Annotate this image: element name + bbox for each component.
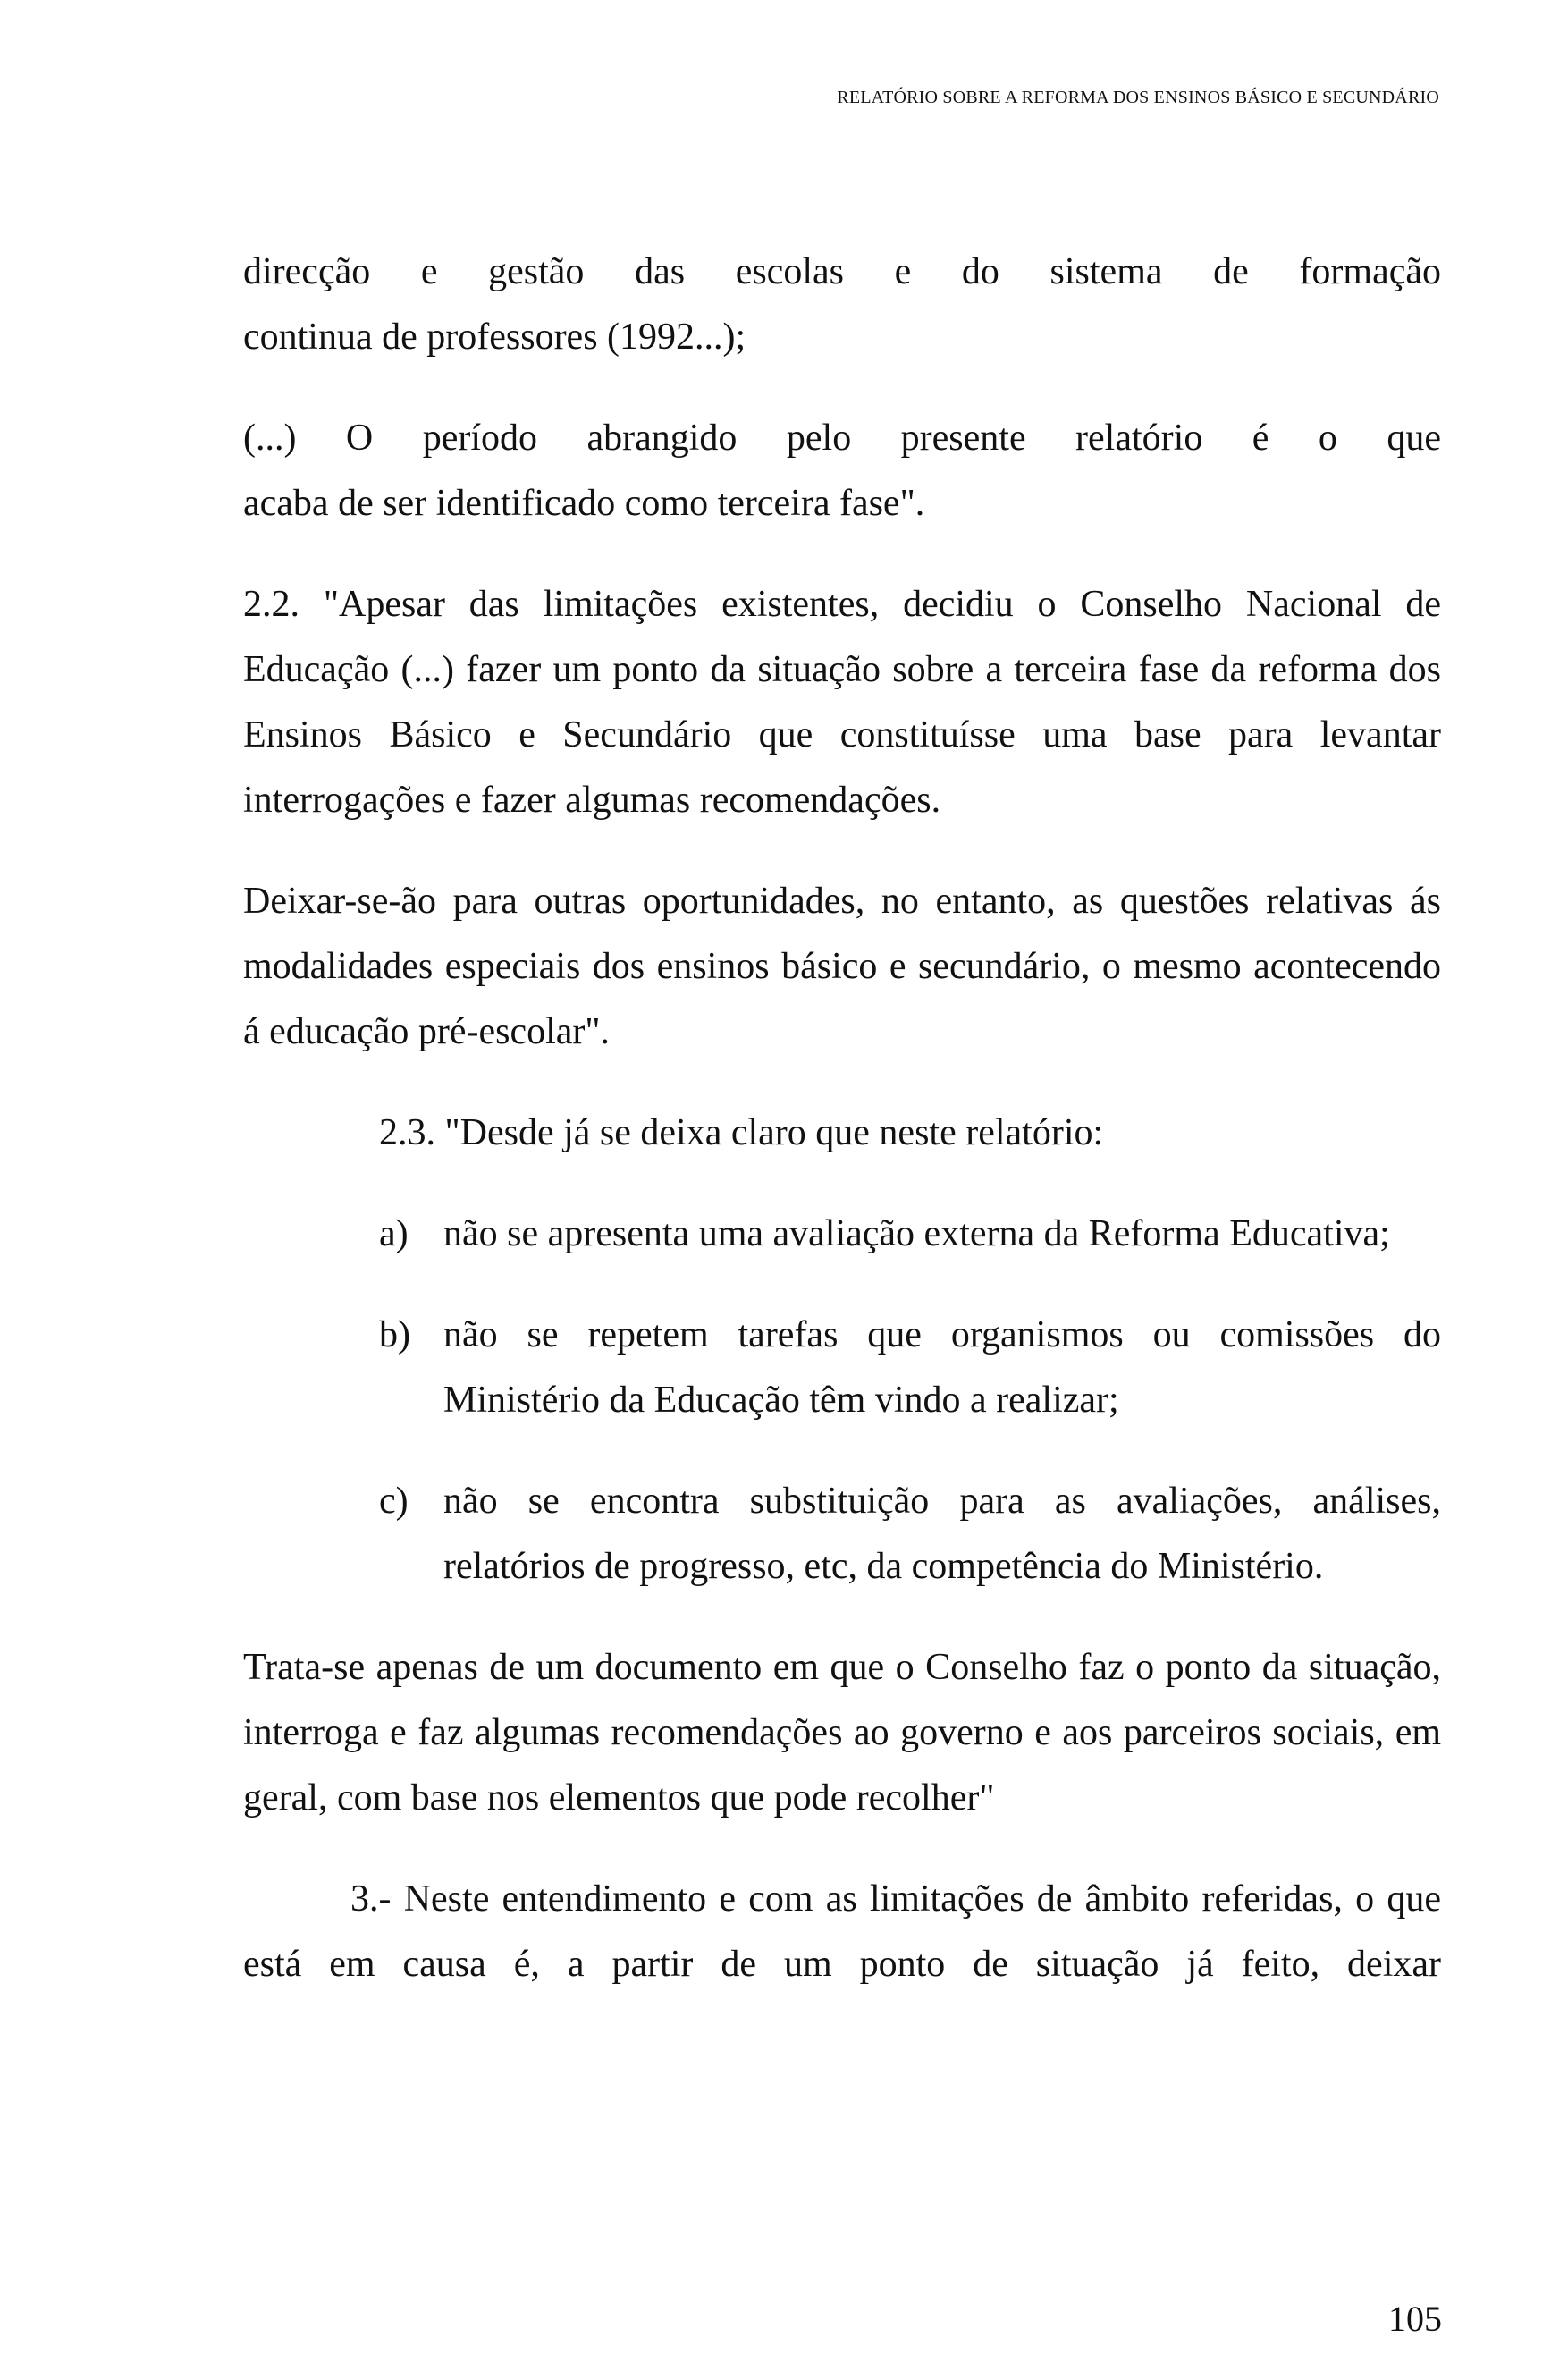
list-item-b — [379, 1303, 1441, 1433]
list-text: não se repetem tarefas que organismos ou comissões do Ministério da Educação têm vindo a realizar; — [443, 1314, 1441, 1421]
section-2-2-paragraph: 2.2. "Apesar das limitações existentes, decidiu o Conselho Nacional de Educação (...) fazer um ponto da situação sobre a terceira fase da reforma dos Ensinos Básico e Secundário que constituísse uma base para levantar interrogações e fazer algumas recomendações. — [243, 584, 1441, 821]
paragraph-line: continua de professores (1992...); — [243, 316, 746, 358]
paragraph-line: (...) O período abrangido pelo presente relatório é o que — [243, 418, 1441, 459]
list-item-a — [379, 1202, 1441, 1267]
paragraph-deixar: Deixar-se-ão para outras oportunidades, no entanto, as questões relativas ás modalidades especiais dos ensinos básico e secundário, o mesmo acontecendo á educação pré-escolar". — [243, 881, 1441, 1052]
section-3-paragraph: 3.- Neste entendimento e com as limitações de âmbito referidas, o que está em causa é, a partir de um ponto de situação já feito, deixar — [243, 1878, 1441, 1985]
list-marker: c) — [379, 1481, 409, 1522]
page-number: 105 — [1388, 2299, 1442, 2339]
list-item-c — [379, 1469, 1441, 1599]
paragraph-line: direcção e gestão das escolas e do sistema de formação — [243, 251, 1441, 292]
paragraph-line: acaba de ser identificado como terceira fase". — [243, 483, 925, 524]
list-marker: a) — [379, 1213, 409, 1254]
list-text: não se apresenta uma avaliação externa da Reforma Educativa; — [443, 1213, 1390, 1254]
paragraph-trata-se: Trata-se apenas de um documento em que o Conselho faz o ponto da situação, interroga e faz algumas recomendações ao governo e aos parceiros sociais, em geral, com base nos elementos que pode recolher" — [243, 1647, 1441, 1819]
list-marker: b) — [379, 1314, 410, 1355]
list-text: não se encontra substituição para as avaliações, análises, relatórios de progresso, etc, da competência do Ministério. — [443, 1481, 1441, 1587]
running-header: RELATÓRIO SOBRE A REFORMA DOS ENSINOS BÁSICO E SECUNDÁRIO — [837, 88, 1439, 107]
section-2-3-heading: 2.3. "Desde já se deixa claro que neste relatório: — [379, 1112, 1104, 1153]
page-body — [243, 240, 1441, 1997]
